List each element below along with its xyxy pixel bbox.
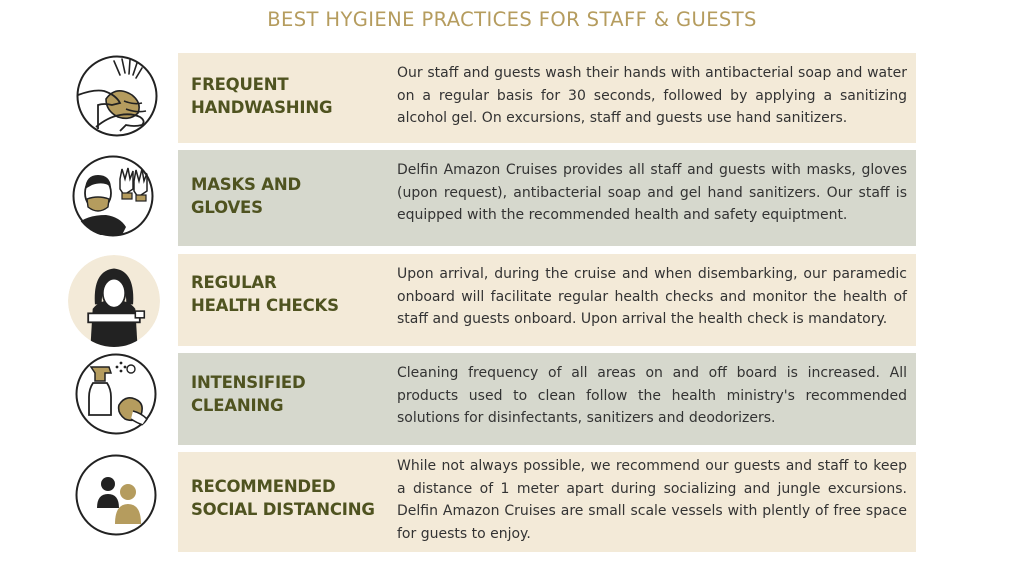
practice-row-social-distancing [178,452,916,552]
practice-heading: FREQUENT HANDWASHING [191,75,333,117]
practice-heading: RECOMMENDED SOCIAL DISTANCING [191,477,375,519]
practice-description: While not always possible, we recommend our guests and staff to keep a distance of 1 meter apart during socializing and jungle excursions. Delfin Amazon Cruises are small scale vessels with plently of free space for guests to enjoy. [397,458,907,542]
practice-description: Cleaning frequency of all areas on and off board is increased. All products used to clean follow the health ministry's recommended solutions for disinfectants, sanitizers and deodorizers. [397,365,907,427]
practice-heading: MASKS AND GLOVES [191,175,301,217]
social-distancing-icon [75,454,157,536]
mask-gloves-icon [72,155,154,237]
practice-row-cleaning [178,353,916,445]
handwashing-icon [76,55,158,137]
cleaning-spray-icon [75,353,157,435]
practice-heading: INTENSIFIED CLEANING [191,373,306,415]
practice-description: Our staff and guests wash their hands with antibacterial soap and water on a regular basis for 30 seconds, followed by applying a sanitizing alcohol gel. On excursions, staff and guests use hand sanitizers. [397,65,907,127]
practice-row-handwashing [178,53,916,143]
page-title: BEST HYGIENE PRACTICES FOR STAFF & GUESTS [267,8,757,31]
practice-row-masks-gloves [178,150,916,246]
practice-row-health-checks [178,254,916,346]
practice-description: Upon arrival, during the cruise and when disembarking, our paramedic onboard will facilitate regular health checks and monitor the health of staff and guests onboard. Upon arrival the health check is mandatory. [397,266,907,328]
practice-heading: REGULAR HEALTH CHECKS [191,273,339,315]
practice-description: Delfin Amazon Cruises provides all staff and guests with masks, gloves (upon request), antibacterial soap and gel hand sanitizers. Our staff is equipped with the recommended health and safety equiptment. [397,162,907,224]
health-check-icon [68,255,160,347]
